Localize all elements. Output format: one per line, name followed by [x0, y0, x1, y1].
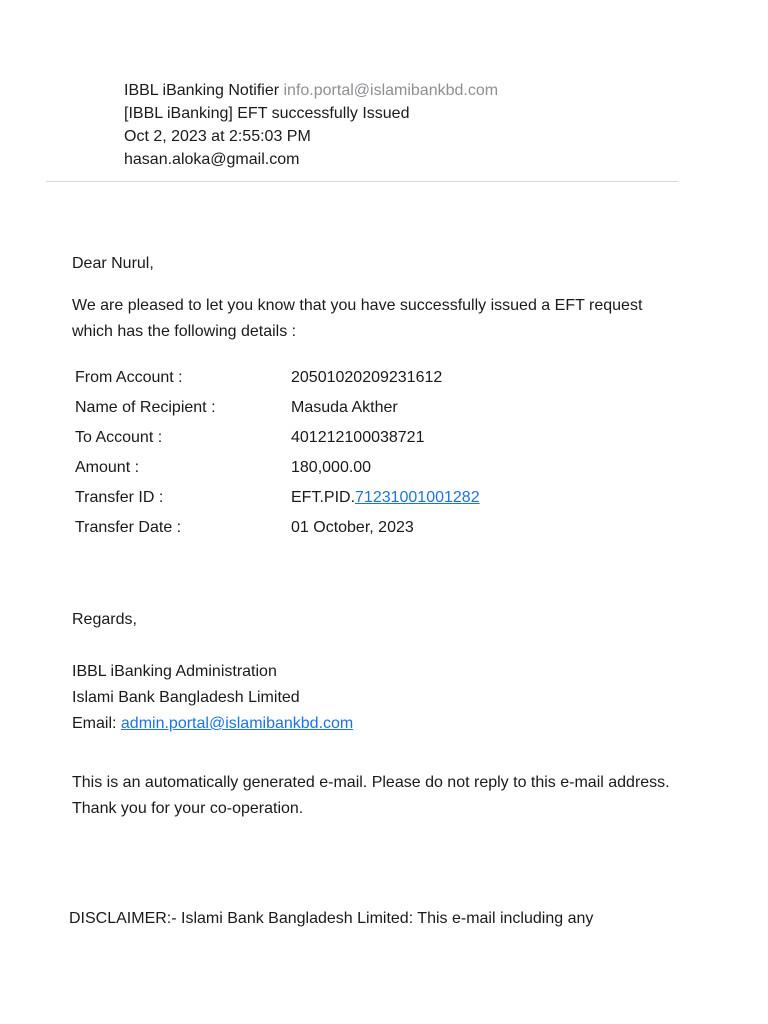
detail-label: Name of Recipient :: [75, 399, 216, 416]
detail-label: Amount :: [75, 459, 140, 476]
detail-value: Masuda Akther: [291, 399, 398, 416]
detail-label: Transfer ID :: [75, 489, 164, 506]
detail-value: 401212100038721: [291, 429, 425, 446]
signature-email: [72, 711, 353, 737]
sender[interactable]: [124, 80, 498, 102]
admin-email-link[interactable]: admin.portal@islamibankbd.com: [120, 715, 354, 732]
email-label: Email:: [72, 715, 121, 732]
signature-line-2: Islami Bank Bangladesh Limited: [72, 689, 300, 706]
intro-line-1: We are pleased to let you know that you have successfully issued a EFT request: [72, 297, 643, 314]
signature-line-1: IBBL iBanking Administration: [72, 663, 277, 680]
recipient-address[interactable]: hasan.aloka@gmail.com: [124, 151, 300, 168]
detail-value: 180,000.00: [291, 459, 372, 476]
disclaimer: DISCLAIMER:- Islami Bank Bangladesh Limited: This e-mail including any: [69, 910, 594, 927]
header-divider: [46, 181, 678, 182]
transfer-id-prefix: EFT.PID.: [291, 489, 356, 506]
regards: Regards,: [72, 611, 137, 628]
auto-notice-line-1: This is an automatically generated e-mail. Please do not reply to this e-mail address.: [72, 774, 670, 791]
detail-label: From Account :: [75, 369, 183, 386]
detail-label: To Account :: [75, 429, 163, 446]
detail-value: [291, 485, 480, 511]
detail-value: 20501020209231612: [291, 369, 443, 386]
auto-notice-line-2: Thank you for your co-operation.: [72, 800, 304, 817]
sender-name[interactable]: IBBL iBanking Notifier: [124, 82, 280, 99]
intro-line-2: which has the following details :: [72, 323, 297, 340]
detail-value: 01 October, 2023: [291, 519, 414, 536]
subject-text: [IBBL iBanking] EFT successfully Issued: [124, 105, 410, 122]
sender-address[interactable]: info.portal@islamibankbd.com: [283, 82, 499, 99]
detail-label: Transfer Date :: [75, 519, 182, 536]
transfer-id-link[interactable]: 71231001001282: [355, 489, 480, 506]
date-text: Oct 2, 2023 at 2:55:03 PM: [124, 128, 311, 145]
greeting: Dear Nurul,: [72, 255, 154, 272]
